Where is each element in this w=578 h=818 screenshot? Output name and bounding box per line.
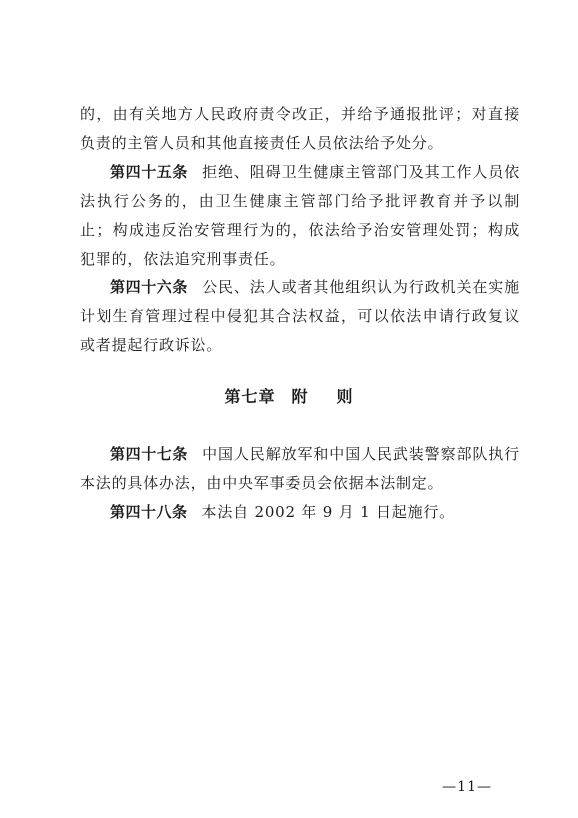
article-45	[80, 158, 520, 274]
article-47	[80, 440, 520, 498]
article-number: 第四十七条	[110, 445, 188, 463]
chapter-title-part: 附	[291, 387, 309, 406]
article-number: 第四十六条	[110, 278, 188, 296]
chapter-heading	[0, 384, 578, 407]
chapter-number: 第七章	[224, 387, 276, 406]
paragraph-text: 的，由有关地方人民政府责令改正，并给予通报批评；对直接负责的主管人员和其他直接责任人员依法给予处分。	[80, 105, 520, 152]
article-number: 第四十八条	[110, 503, 188, 521]
article-text: 本法自 2002 年 9 月 1 日起施行。	[201, 503, 455, 521]
page-number: —11—	[442, 779, 492, 795]
article-46	[80, 273, 520, 360]
article-text: 公民、法人或者其他组织认为行政机关在实施计划生育管理过程中侵犯其合法权益，可以依法申请行政复议或者提起行政诉讼。	[80, 278, 520, 354]
article-text: 拒绝、阻碍卫生健康主管部门及其工作人员依法执行公务的，由卫生健康主管部门给予批评教育并予以制止；构成违反治安管理行为的，依法给予治安管理处罚；构成犯罪的，依法追究刑事责任。	[80, 163, 520, 268]
article-number: 第四十五条	[110, 163, 188, 181]
article-text: 中国人民解放军和中国人民武装警察部队执行本法的具体办法，由中央军事委员会依据本法制定。	[80, 445, 520, 492]
article-48	[80, 498, 520, 527]
chapter-title-part: 则	[336, 387, 354, 406]
paragraph-continuation	[80, 100, 520, 158]
